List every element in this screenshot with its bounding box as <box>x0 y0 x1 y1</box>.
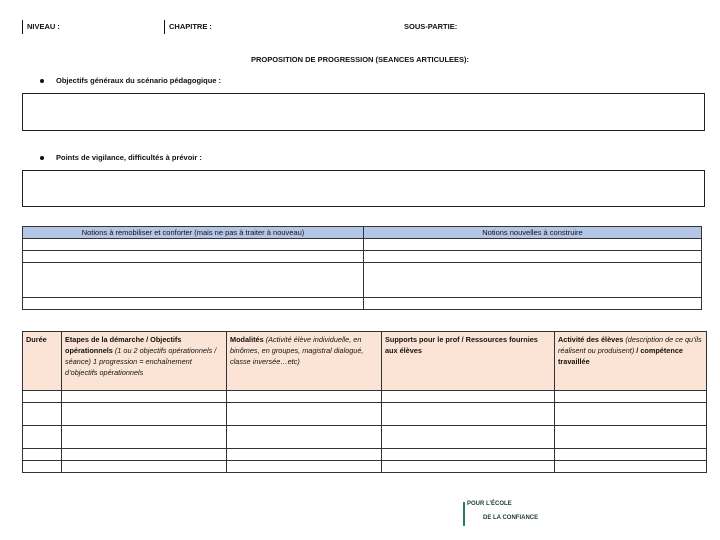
duree-label: Durée <box>26 335 47 344</box>
niveau-label: NIVEAU : <box>27 22 60 31</box>
table-cell[interactable] <box>364 298 702 310</box>
table-cell[interactable] <box>227 426 382 449</box>
table-cell[interactable] <box>382 461 555 473</box>
table-row <box>23 403 707 426</box>
table-cell[interactable] <box>555 403 707 426</box>
table-cell[interactable] <box>23 403 62 426</box>
bullet-icon <box>40 79 44 83</box>
vigilance-heading <box>40 153 202 162</box>
etapes-label: Etapes de la démarche / Objectifs opérationnels <box>65 335 182 355</box>
modalites-note: (Activité élève individuelle, en binômes, en groupes, magistral dialogué, classe inversée…etc) <box>230 335 364 366</box>
table-cell[interactable] <box>62 403 227 426</box>
table-cell[interactable] <box>62 449 227 461</box>
table-cell[interactable] <box>23 449 62 461</box>
table-cell[interactable] <box>555 449 707 461</box>
table-cell[interactable] <box>364 239 702 251</box>
table-row <box>23 449 707 461</box>
table-cell[interactable] <box>382 426 555 449</box>
table-cell[interactable] <box>382 449 555 461</box>
duree-header <box>23 332 62 391</box>
table-cell[interactable] <box>23 251 364 263</box>
table-cell[interactable] <box>227 449 382 461</box>
table-cell[interactable] <box>555 461 707 473</box>
table-cell[interactable] <box>227 461 382 473</box>
table-cell[interactable] <box>23 239 364 251</box>
table-row <box>23 251 702 263</box>
supports-label: Supports pour le prof / Ressources fournies aux élèves <box>385 335 538 355</box>
table-cell[interactable] <box>23 263 364 298</box>
chapitre-label: CHAPITRE : <box>169 22 212 31</box>
etapes-note: (1 ou 2 objectifs opérationnels / séance) 1 progression = enchaînement d’objectifs opérationnels <box>65 346 217 377</box>
table-cell[interactable] <box>382 391 555 403</box>
etapes-header <box>62 332 227 391</box>
vigilance-textbox[interactable] <box>22 170 705 207</box>
etapes-header-row <box>23 332 707 391</box>
modalites-label: Modalités <box>230 335 264 344</box>
notions-header-row <box>23 227 702 239</box>
activite-tail: / compétence travaillée <box>558 346 683 366</box>
activite-label: Activité des élèves <box>558 335 624 344</box>
table-cell[interactable] <box>23 391 62 403</box>
logo-line-2: DE LA CONFIANCE <box>483 515 539 521</box>
page-title: PROPOSITION DE PROGRESSION (SEANCES ARTICULEES): <box>250 55 470 64</box>
notions-table <box>22 226 702 310</box>
objectifs-textbox[interactable] <box>22 93 705 131</box>
table-cell[interactable] <box>23 426 62 449</box>
notions-nouvelles-header: Notions nouvelles à construire <box>364 227 702 239</box>
activite-header <box>555 332 707 391</box>
table-cell[interactable] <box>555 391 707 403</box>
table-cell[interactable] <box>62 426 227 449</box>
chapitre-field <box>164 20 212 34</box>
modalites-header <box>227 332 382 391</box>
table-row <box>23 239 702 251</box>
table-row <box>23 298 702 310</box>
table-cell[interactable] <box>227 403 382 426</box>
vigilance-label: Points de vigilance, difficultés à prévoir : <box>56 153 202 162</box>
logo-bar-icon <box>463 502 465 526</box>
table-row <box>23 461 707 473</box>
notions-remobiliser-header: Notions à remobiliser et conforter (mais ne pas à traiter à nouveau) <box>23 227 364 239</box>
activite-note: (description de ce qu’ils réalisent ou produisent) <box>558 335 702 355</box>
table-cell[interactable] <box>364 251 702 263</box>
table-cell[interactable] <box>23 298 364 310</box>
supports-header <box>382 332 555 391</box>
niveau-field <box>22 20 60 34</box>
table-cell[interactable] <box>364 263 702 298</box>
table-row <box>23 426 707 449</box>
logo-line-1: POUR L’ÉCOLE <box>467 501 512 507</box>
table-cell[interactable] <box>62 461 227 473</box>
table-cell[interactable] <box>227 391 382 403</box>
objectifs-heading <box>40 76 221 85</box>
sous-partie-label: SOUS-PARTIE: <box>404 22 458 31</box>
ecole-confiance-logo <box>463 500 553 528</box>
sous-partie-field <box>400 20 457 34</box>
table-cell[interactable] <box>23 461 62 473</box>
bullet-icon <box>40 156 44 160</box>
objectifs-label: Objectifs généraux du scénario pédagogique : <box>56 76 222 85</box>
table-row <box>23 263 702 298</box>
table-row <box>23 391 707 403</box>
table-cell[interactable] <box>555 426 707 449</box>
etapes-table <box>22 331 707 473</box>
table-cell[interactable] <box>382 403 555 426</box>
table-cell[interactable] <box>62 391 227 403</box>
